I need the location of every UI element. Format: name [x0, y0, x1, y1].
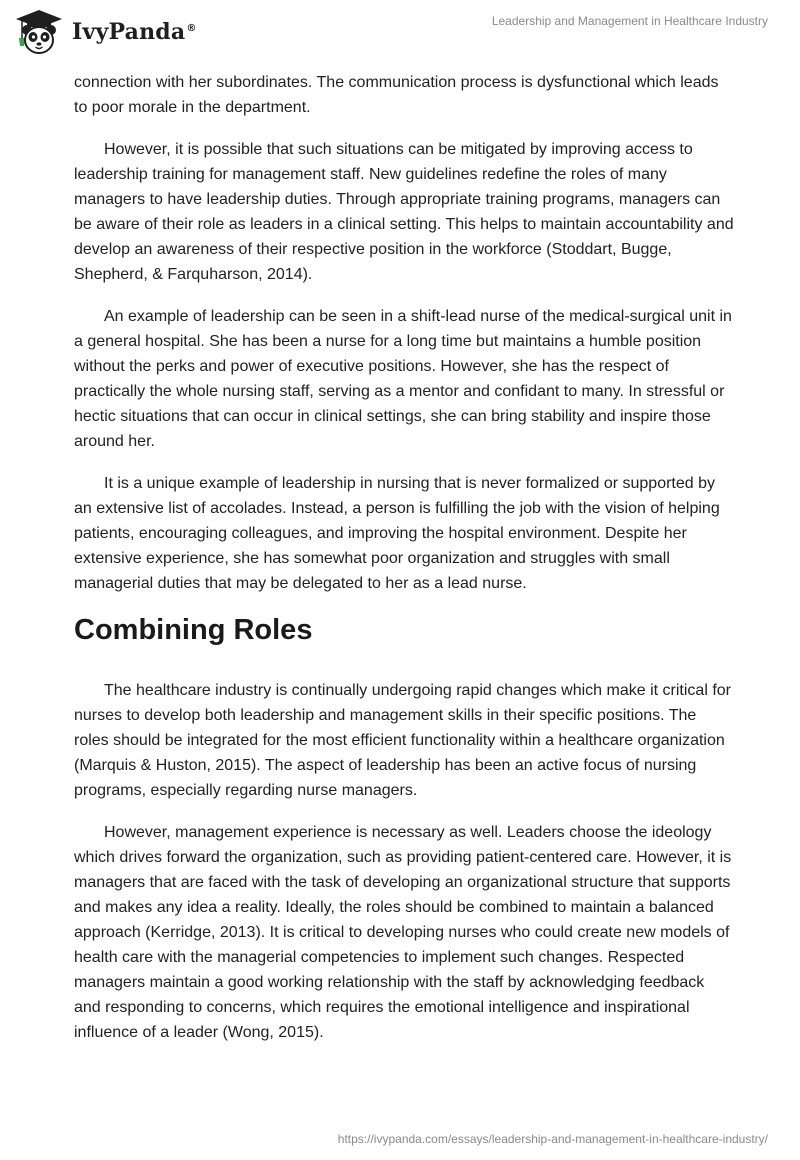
document-title: Leadership and Management in Healthcare Industry — [491, 14, 768, 28]
page-header — [0, 0, 800, 70]
paragraph: It is a unique example of leadership in nursing that is never formalized or supported by an extensive list of accolades. Instead, a person is fulfilling the job with the vision of helping patients, encouraging colleagues, and improving the hospital environment. Despite her extensive experience, she has somewhat poor organization and struggles with small managerial duties that may be delegated to her as a lead nurse. — [74, 475, 720, 592]
panda-graduate-icon — [14, 8, 64, 56]
paragraph: However, management experience is necessary as well. Leaders choose the ideology which drives forward the organization, such as providing patient-centered care. However, it is managers that are faced with the task of developing an organizational structure that supports and makes any idea a reality. Ideally, the roles should be combined to maintain a balanced approach (Kerridge, 2013). It is critical to developing nurses who could create new models of health care with the managerial competencies to implement such changes. Respected managers maintain a good working relationship with the staff by acknowledging feedback and responding to concerns, which requires the emotional intelligence and inspirational influence of a leader (Wong, 2015). — [74, 824, 732, 1041]
paragraph: However, it is possible that such situations can be mitigated by improving access to leadership training for management staff. New guidelines redefine the roles of many managers to have leadership duties. Through appropriate training programs, managers can be aware of their role as leaders in a clinical setting. This helps to maintain accountability and develop an awareness of their respective position in the workforce (Stoddart, Bugge, Shepherd, & Farquharson, 2014). — [74, 141, 734, 283]
paragraph: The healthcare industry is continually undergoing rapid changes which make it critical for nurses to develop both leadership and management skills in their specific positions. The roles should be integrated for the most efficient functionality within a healthcare organization (Marquis & Huston, 2015). The aspect of leadership has been an active focus of nursing programs, especially regarding nurse managers. — [74, 682, 731, 799]
paragraph: connection with her subordinates. The communication process is dysfunctional which leads to poor morale in the department. — [74, 74, 719, 116]
section-heading: Combining Roles — [74, 614, 313, 646]
paragraph: An example of leadership can be seen in a shift-lead nurse of the medical-surgical unit in a general hospital. She has been a nurse for a long time but maintains a humble position without the perks and power of executive positions. However, she has the respect of practically the whole nursing staff, serving as a mentor and confidant to many. In stressful or hectic situations that can occur in clinical settings, she can bring stability and inspire those around her. — [74, 308, 732, 450]
essay-body — [74, 70, 734, 1062]
brand-logo[interactable] — [14, 8, 197, 56]
brand-name: IvyPanda® — [72, 19, 197, 45]
source-url[interactable]: https://ivypanda.com/essays/leadership-and-management-in-healthcare-industry/ — [337, 1132, 768, 1146]
